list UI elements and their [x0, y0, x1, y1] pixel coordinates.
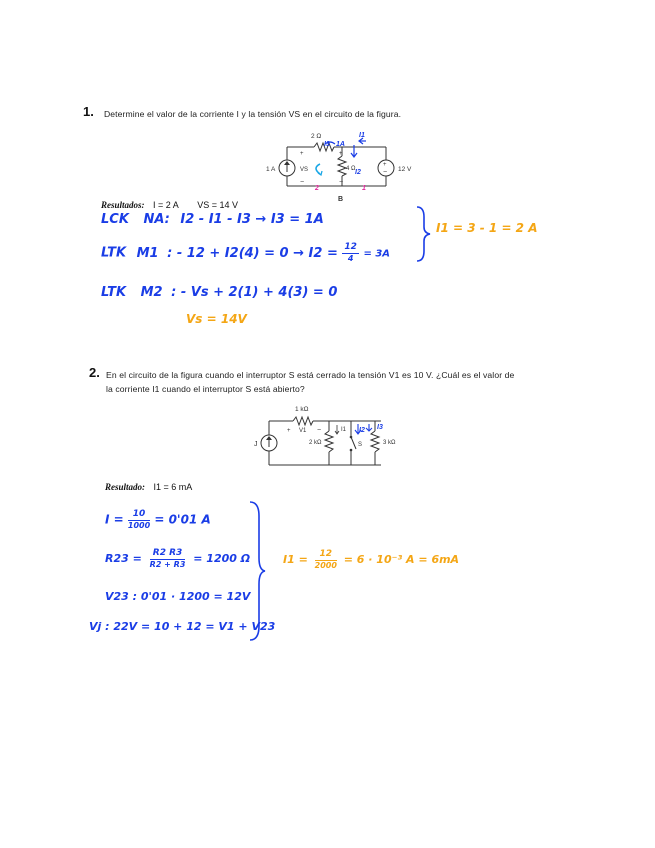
- p2-work-l2-a: R23 =: [105, 552, 142, 565]
- p2-work-line3: V23 : 0'01 · 1200 = 12V: [105, 590, 251, 603]
- p2-r-top-label: 1 kΩ: [295, 406, 309, 413]
- p2-results-label: Resultado:: [105, 482, 146, 492]
- problem1-circuit: [262, 124, 422, 204]
- problem1-number: 1.: [83, 104, 94, 119]
- p1-work-l1-tag: LCK: [101, 212, 129, 227]
- p2-r-mid-label: 2 kΩ: [309, 440, 322, 446]
- problem2-number: 2.: [89, 365, 100, 380]
- p1-r-mid-label: 4 Ω: [346, 166, 356, 172]
- p2-brace: [248, 500, 268, 642]
- p2-src-label: J: [254, 441, 258, 448]
- p1-src-left-label: 1 A: [266, 166, 276, 173]
- p2-work-l2-num: R2 R3: [150, 549, 186, 560]
- problem2-statement-line1: En el circuito de la figura cuando el interruptor S está cerrado la tensión V1 es 10 V. ¿Cuál es el valor de: [106, 370, 515, 380]
- p1-work-line2: [101, 243, 390, 263]
- p1-work-l2-eq-a: : - 12 + I2(4) = 0 → I2 =: [167, 245, 338, 261]
- p2-work-l1-a: I =: [105, 512, 124, 527]
- p1-vs-label: VS: [300, 167, 309, 173]
- svg-text:+: +: [300, 151, 304, 157]
- p2-work-l2-b: = 1200 Ω: [193, 552, 251, 565]
- p1-brace: [414, 205, 434, 263]
- p2-r-right-label: 3 kΩ: [383, 440, 396, 446]
- p2-work-l1-b: = 0'01 A: [154, 512, 211, 527]
- p1-work-side: I1 = 3 - 1 = 2 A: [436, 221, 538, 235]
- p2-work-side: [283, 550, 459, 570]
- svg-text:−: −: [317, 427, 322, 434]
- p1-work-line4: Vs = 14V: [186, 312, 247, 326]
- p2-work-l1-num: 10: [128, 510, 150, 521]
- p2-work-side-a: I1 =: [283, 553, 308, 566]
- p1-hw-mesh1: 1: [362, 185, 366, 192]
- p1-src-right-label: 12 V: [398, 166, 412, 173]
- p2-switch-label: S: [358, 442, 363, 448]
- p2-work-l2-den: R2 + R3: [149, 560, 186, 569]
- p1-results-vs: VS = 14 V: [197, 200, 238, 210]
- p2-work-line4: Vj : 22V = 10 + 12 = V1 + V23: [89, 620, 276, 633]
- p2-hw-i2: I2: [359, 427, 365, 434]
- svg-text:−: −: [339, 179, 344, 186]
- p1-work-line3: [101, 285, 337, 300]
- p1-work-l2-mesh: M1: [136, 245, 159, 261]
- p2-results-i: I1 = 6 mA: [153, 482, 193, 492]
- p1-work-l2-num: 12: [344, 242, 357, 252]
- p2-work-side-den: 2000: [314, 561, 337, 570]
- p1-hw-i1: I1: [359, 132, 365, 139]
- p2-v1-label: V1: [299, 428, 307, 434]
- problem2-results: [105, 477, 192, 495]
- p2-work-line1: [105, 510, 211, 530]
- p2-work-side-b: = 6 · 10⁻³ A = 6mA: [343, 553, 460, 566]
- svg-text:−: −: [383, 169, 388, 176]
- p1-results-label: Resultados:: [101, 200, 145, 210]
- p1-hw-mesh2: 2: [315, 185, 319, 192]
- p1-work-l1-node: NA:: [143, 212, 170, 227]
- p1-work-l3-mesh: M2: [140, 285, 163, 300]
- p1-work-l2-tag: LTK: [101, 245, 127, 261]
- p1-work-l2-eq-b: = 3A: [363, 248, 391, 260]
- p1-hw-arrow-label: 1A: [336, 141, 345, 148]
- p1-node-b-label: B: [338, 196, 344, 203]
- p1-r-top-label: 2 Ω: [311, 133, 322, 140]
- p1-work-l2-fraction: [342, 243, 359, 263]
- svg-text:+: +: [383, 162, 387, 168]
- p2-work-l2-fraction: [150, 549, 186, 569]
- p1-work-l3-eq: : - Vs + 2(1) + 4(3) = 0: [171, 285, 338, 300]
- svg-text:−: −: [300, 179, 305, 186]
- p2-work-side-num: 12: [315, 550, 337, 561]
- p1-results-i: I = 2 A: [152, 200, 179, 210]
- p2-work-side-fraction: [315, 550, 337, 570]
- p2-work-l1-fraction: [128, 510, 150, 530]
- svg-text:+: +: [339, 151, 343, 157]
- p2-work-l1-den: 1000: [127, 521, 151, 530]
- p1-hw-i2: I2: [355, 169, 361, 176]
- problem1-statement: Determine el valor de la corriente I y la tensión VS en el circuito de la figura.: [104, 109, 402, 119]
- problem1-results: [101, 195, 238, 213]
- p1-work-l3-tag: LTK: [101, 285, 127, 300]
- p2-work-line2: [105, 549, 250, 569]
- p1-work-l2-den: 4: [347, 254, 354, 263]
- p1-hw-i3: I3: [324, 141, 330, 148]
- svg-text:+: +: [287, 428, 291, 434]
- p1-work-l1-eq: I2 - I1 - I3 → I3 = 1A: [180, 212, 324, 227]
- p1-work-line1: [101, 212, 324, 227]
- p2-i1-label: I1: [341, 427, 347, 433]
- problem2-circuit: [245, 399, 410, 474]
- p2-hw-i3: I3: [377, 424, 383, 431]
- problem2-statement-line2: la corriente I1 cuando el interruptor S está abierto?: [106, 384, 305, 394]
